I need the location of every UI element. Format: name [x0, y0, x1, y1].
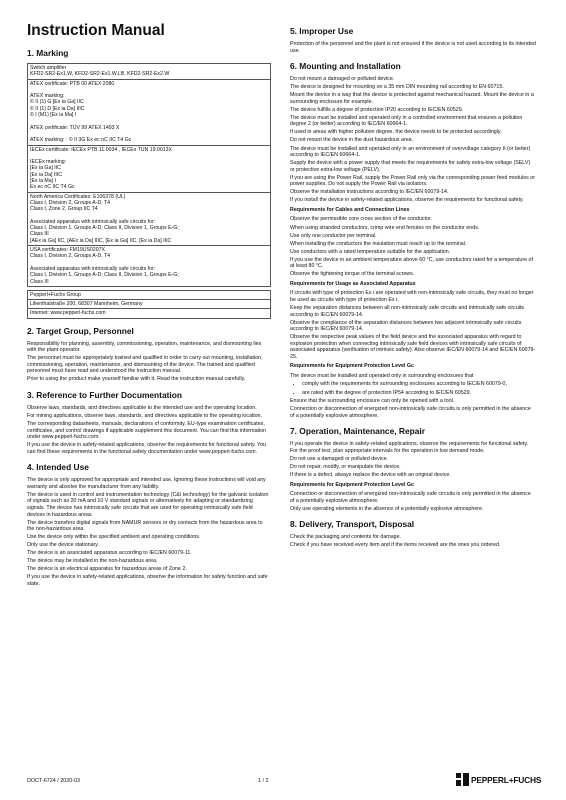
paragraph-list [290, 534, 536, 549]
subsection-title: Requirements for Equipment Protection Level Gc [290, 363, 414, 370]
table-cell-line: ATEX marking: : © II 3G Ex ec nC IIC T4 Gc [30, 137, 132, 144]
paragraph-list [27, 405, 271, 455]
paragraph-list [290, 41, 536, 54]
paragraph: The device transfers digital signals from NAMUR sensors or dry contacts from the hazardous area to the non-hazardous area. [27, 519, 263, 533]
table-cell-line: [Ex ia Ma] I [30, 178, 56, 185]
paragraph: The device is only approved for appropriate and intended use. Ignoring these instructions will void any warranty and absolve the manufacturer from any liability. [27, 477, 266, 490]
table-cell-line: Pepperl+Fuchs Group [30, 291, 81, 298]
paragraph: If you use the device in safety-related applications, observe the requirements for functional safety. You can find these requirements in the functional safety documentation under www.pepperl-fuchs.com. [27, 442, 266, 455]
paragraph: The device is an associated apparatus according to IEC/EN 60079-11. [27, 550, 192, 557]
paragraph: Only use operating elements in the absence of a potentially explosive atmosphere. [290, 505, 484, 512]
paragraph: Do not repair, modify, or manipulate the device. [290, 463, 401, 470]
paragraph: If you use the device in safety-related applications, observe the information for safety function and safe state. [27, 574, 268, 587]
paragraph: The device must be installed and operated only in surrounding enclosures that [290, 373, 474, 380]
section-title: 3. Reference to Further Documentation [27, 389, 182, 400]
paragraph: Only use the device stationary. [27, 542, 100, 549]
paragraph: If circuits with type of protection Ex i are operated with non-intrinsically safe circuits, they must no longer be used as circuits with type of protection Ex i. [290, 290, 534, 303]
paragraph: The device is an electrical apparatus for hazardous areas of Zone 2. [27, 566, 187, 573]
paragraph: Ensure that the surrounding enclosure can only be opened with a tool. [290, 398, 455, 405]
table-row [28, 80, 270, 146]
paragraph-list [27, 341, 271, 383]
paragraph: The device must be installed and operated only in a controlled environment that ensures a pollution degree 2 (or better) according to IEC/EN 60664-1. [290, 114, 523, 128]
section-target-group [27, 326, 271, 383]
paragraph: Mount the device in a way that the device is protected against mechanical hazard. Mount the device in a surrounding enclosure for example. [290, 92, 534, 105]
paragraph: The device is used in control and instrumentation technology (C&I technology) for the galvanic isolation of signals such as 20 mA and 10 V standard signals or alternatively for adapting or standardizing signals. The device has intrinsically safe circuits that are used for operating intrinsically safe field devices in hazardous areas. [27, 491, 269, 518]
table-cell-line: ATEX certificate: TÜV 99 ATEX 1493 X [30, 124, 120, 131]
section-title: 2. Target Group, Personnel [27, 325, 134, 336]
section-marking [27, 48, 271, 319]
section-title: 8. Delivery, Transport, Disposal [290, 519, 415, 530]
paragraph: The device is designed for mounting on a 35 mm DIN mounting rail according to EN 60715. [290, 84, 504, 91]
section-title: 6. Mounting and Installation [290, 61, 401, 72]
table-cell-line: [Ex ia Ga] IIC [30, 165, 61, 172]
brand-mark-icon [456, 773, 469, 786]
paragraph: Do not mount the device in the dust hazardous area. [290, 137, 414, 144]
paragraph: Supply the device with a power supply that meets the requirements for safety extra-low voltage (SELV) or protective extra-low voltage (PELV). [290, 160, 531, 173]
paragraph: The corresponding datasheets, manuals, declarations of conformity, EU-type examination certificates, certificates, and control drawings if applicable supplement this document. You can find this information under www.pepperl-fuchs.com. [27, 421, 267, 441]
paragraph: Check if you have received every item and if the items received are the ones you ordered. [290, 542, 501, 549]
section-improper-use [290, 26, 536, 54]
paragraph: Do not mount a damaged or polluted device. [290, 76, 395, 83]
brand-logo [456, 773, 541, 786]
paragraph: When using stranded conductors, crimp wire end ferrules on the conductor ends. [290, 224, 480, 231]
bullet-item: • comply with the requirements for surrounding enclosures according to IEC/EN 60079-0, [302, 381, 536, 388]
paragraph-list [27, 477, 271, 587]
left-column [27, 48, 271, 595]
paragraph: If used in areas with higher pollution degree, the device needs to be protected accordingly. [290, 129, 502, 136]
paragraph: The device must be installed and operated only in an environment of overvoltage category II (or better) according to IEC/EN 60664-1. [290, 145, 531, 159]
paragraph: If you are using the Power Rail, supply the Power Rail only via the corresponding power feed modules or power supplies. Do not supply the Power Rail via isolators. [290, 174, 535, 188]
table-cell-line: Class I, Zone 2, Group IIC T4 [30, 206, 98, 213]
table-cell-line: KFD2-SR2-Ex1.W, KFD2-SR2-Ex1.W.LB, KFD2-SR2-Ex2.W [30, 71, 170, 78]
table-cell-line: Class I, Division 2, Groups A-D, T4 [30, 199, 111, 206]
paragraph-list [290, 398, 536, 419]
paragraph: Observe the respective peak values of the field device and the associated apparatus with regard to explosion protection when connecting intrinsically safe field devices with intrinsically safe circuits of associated apparatus (verification of intrinsic safety). Also observe IEC/EN 60079-14 and IEC/EN 60079-25. [290, 334, 536, 360]
paragraph: If you operate the device in safety-related applications, observe the requirements for functional safety. For the proof test, plan appropriate intervals for the operation in low demand mode. [290, 441, 529, 454]
table-cell-line: USA certificates: FM19US0207X [30, 247, 105, 254]
brand-name: PEPPERL+FUCHS [471, 774, 542, 785]
section-title: 1. Marking [27, 48, 69, 58]
paragraph: Do not use a damaged or polluted device. [290, 455, 389, 462]
paragraph: Observe the compliance of the separation distances between two adjacent intrinsically safe circuits according to IEC/EN 60079-14. [290, 319, 522, 333]
subsection-title: Requirements for Cables and Connection Lines [290, 206, 410, 213]
table-cell-line: Class I, Division 1, Groups A-D; Class II, Division 1, Groups E-G; [30, 272, 179, 279]
section-title: 4. Intended Use [27, 462, 89, 473]
table-row [28, 193, 270, 246]
table-row [28, 146, 270, 193]
paragraph: Keep the separation distances between all non-intrinsically safe circuits and intrinsically safe circuits according to IEC/EN 60079-14. [290, 305, 525, 318]
table-cell-line: © I (M1) [Ex ia Ma] I [30, 112, 77, 119]
paragraph: Check the packaging and contents for damage. [290, 534, 402, 541]
table-cell-line: Associated apparatus with intrinsically safe circuits for: [30, 265, 156, 272]
table-row [28, 291, 270, 300]
page-number: 1 / 2 [258, 778, 269, 784]
paragraph: Observe the permissible core cross section of the conductor. [290, 216, 432, 223]
section-delivery [290, 519, 536, 549]
section-intended-use [27, 462, 271, 587]
paragraph-list [290, 491, 536, 512]
paragraph-list [290, 76, 536, 204]
paragraph: Observe the installation instructions according to IEC/EN 60079-14. [290, 189, 449, 196]
table-cell-line: Internet: www.pepperl-fuchs.com [30, 310, 106, 317]
paragraph: If you install the device in safety-related applications, observe the requirements for functional safety. [290, 197, 524, 204]
table-cell-line: Ex ec nC IIC T4 Gc [30, 184, 75, 191]
paragraph: The device fulfills a degree of protection IP20 according to IEC/EN 60529. [290, 106, 464, 113]
section-title: 7. Operation, Maintenance, Repair [290, 426, 425, 437]
table-cell-line: IECEx marking: [30, 159, 67, 166]
paragraph: The personnel must be appropriately trained and qualified in order to carry out mounting, installation, commissioning, operation, maintenance, and dismounting of the device. The trained and qualified personnel must have read and understood the instruction manual. [27, 355, 263, 375]
paragraph: Use the device only within the specified ambient and operating conditions. [27, 534, 201, 541]
paragraph-list [290, 290, 536, 360]
paragraph: Observe laws, standards, and directives applicable to the intended use and the operating location. [27, 404, 257, 411]
table-cell-line: Class III [30, 231, 49, 238]
table-cell-line: Class I, Division 2, Groups A-D, T4 [30, 253, 111, 260]
table-row [28, 309, 270, 317]
paragraph: Prior to using the product make yourself familiar with it. Read the instruction manual carefully. [27, 376, 246, 383]
paragraph: When installing the conductors the insulation must reach up to the terminal. [290, 240, 467, 247]
paragraph: For mining applications, observe laws, standards, and directives applicable to the operating location. [27, 413, 262, 420]
subsection-title: Requirements for Usage as Associated Apparatus [290, 280, 416, 287]
paragraph-list [290, 216, 536, 277]
table-cell-line: ATEX marking: [30, 93, 65, 100]
right-column [290, 26, 536, 556]
table-cell-line: © II (1) D [Ex ia Da] IIIC [30, 105, 85, 112]
table-cell-line: Associated apparatus with intrinsically safe circuits for: [30, 218, 156, 225]
bullet-list [290, 381, 536, 396]
paragraph: Use only one conductor per terminal. [290, 232, 377, 239]
table-row [28, 246, 270, 286]
section-operation [290, 426, 536, 512]
paragraph: Protection of the personnel and the plant is not ensured if the device is not used according to its intended use. [290, 41, 536, 54]
table-cell-line: Class I, Division 1, Groups A-D; Class II, Division 1, Groups E-G; [30, 225, 179, 232]
paragraph: Observe the tightening torque of the terminal screws. [290, 271, 415, 278]
paragraph: If you use the device in an ambient temperature above 60 °C, use conductors rated for a temperature of at least 80 °C. [290, 256, 533, 270]
paragraph: Connection or disconnection of energized non-intrinsically safe circuits is only permitted in the absence of a potentially explosive atmosphere. [290, 491, 531, 504]
paragraph-list [290, 441, 536, 478]
subsection-title: Requirements for Equipment Protection Level Gc [290, 481, 414, 488]
table-row [28, 300, 270, 309]
table-cell-line: [Ex ia Da] IIIC [30, 171, 62, 178]
document-title: Instruction Manual [27, 22, 165, 39]
section-mounting [290, 61, 536, 419]
paragraph: If there is a defect, always replace the device with an original device. [290, 471, 451, 478]
table-cell-line: Class III [30, 278, 49, 285]
marking-table [27, 63, 271, 287]
bullet-item: • are rated with the degree of protection IP54 according to IEC/EN 60529. [302, 390, 536, 397]
table-row [28, 64, 270, 80]
address-table [27, 290, 271, 319]
table-cell-line: © II (1) G [Ex ia Ga] IIC [30, 99, 84, 106]
paragraph: Responsibility for planning, assembly, commissioning, operation, maintenance, and dismounting lies with the plant operator. [27, 340, 262, 354]
table-cell-line: ATEX certificate: PTB 00 ATEX 2080 [30, 80, 115, 87]
table-cell-line: [AEx ia Ga] IIC, [AEx ia Da] IIIC, [Ex ia Ga] IIC, [Ex ia Da] IIIC [30, 237, 172, 244]
paragraph: Use conductors with a rated temperature suitable for the application. [290, 248, 451, 255]
table-cell-line: Lilienthalstraße 200, 68307 Mannheim, Germany [30, 301, 143, 308]
section-further-docs [27, 390, 271, 455]
paragraph: The device may be installed in the non-hazardous area. [27, 558, 158, 565]
paragraph: Connection or disconnection of energized non-intrinsically safe circuits is only permitted in the absence of a potentially explosive atmosphere. [290, 406, 531, 419]
section-title: 5. Improper Use [290, 26, 354, 36]
table-cell-line: North America Certificates: E106378 (UL) [30, 193, 126, 200]
document-code: DOCT-6724 / 2020-03 [27, 778, 81, 784]
table-cell-line: IECEx certificate: IECEx PTB 11.0034 , IECEx TUN 19.0013X [30, 146, 172, 153]
table-cell-line: Switch amplifier [30, 65, 67, 71]
